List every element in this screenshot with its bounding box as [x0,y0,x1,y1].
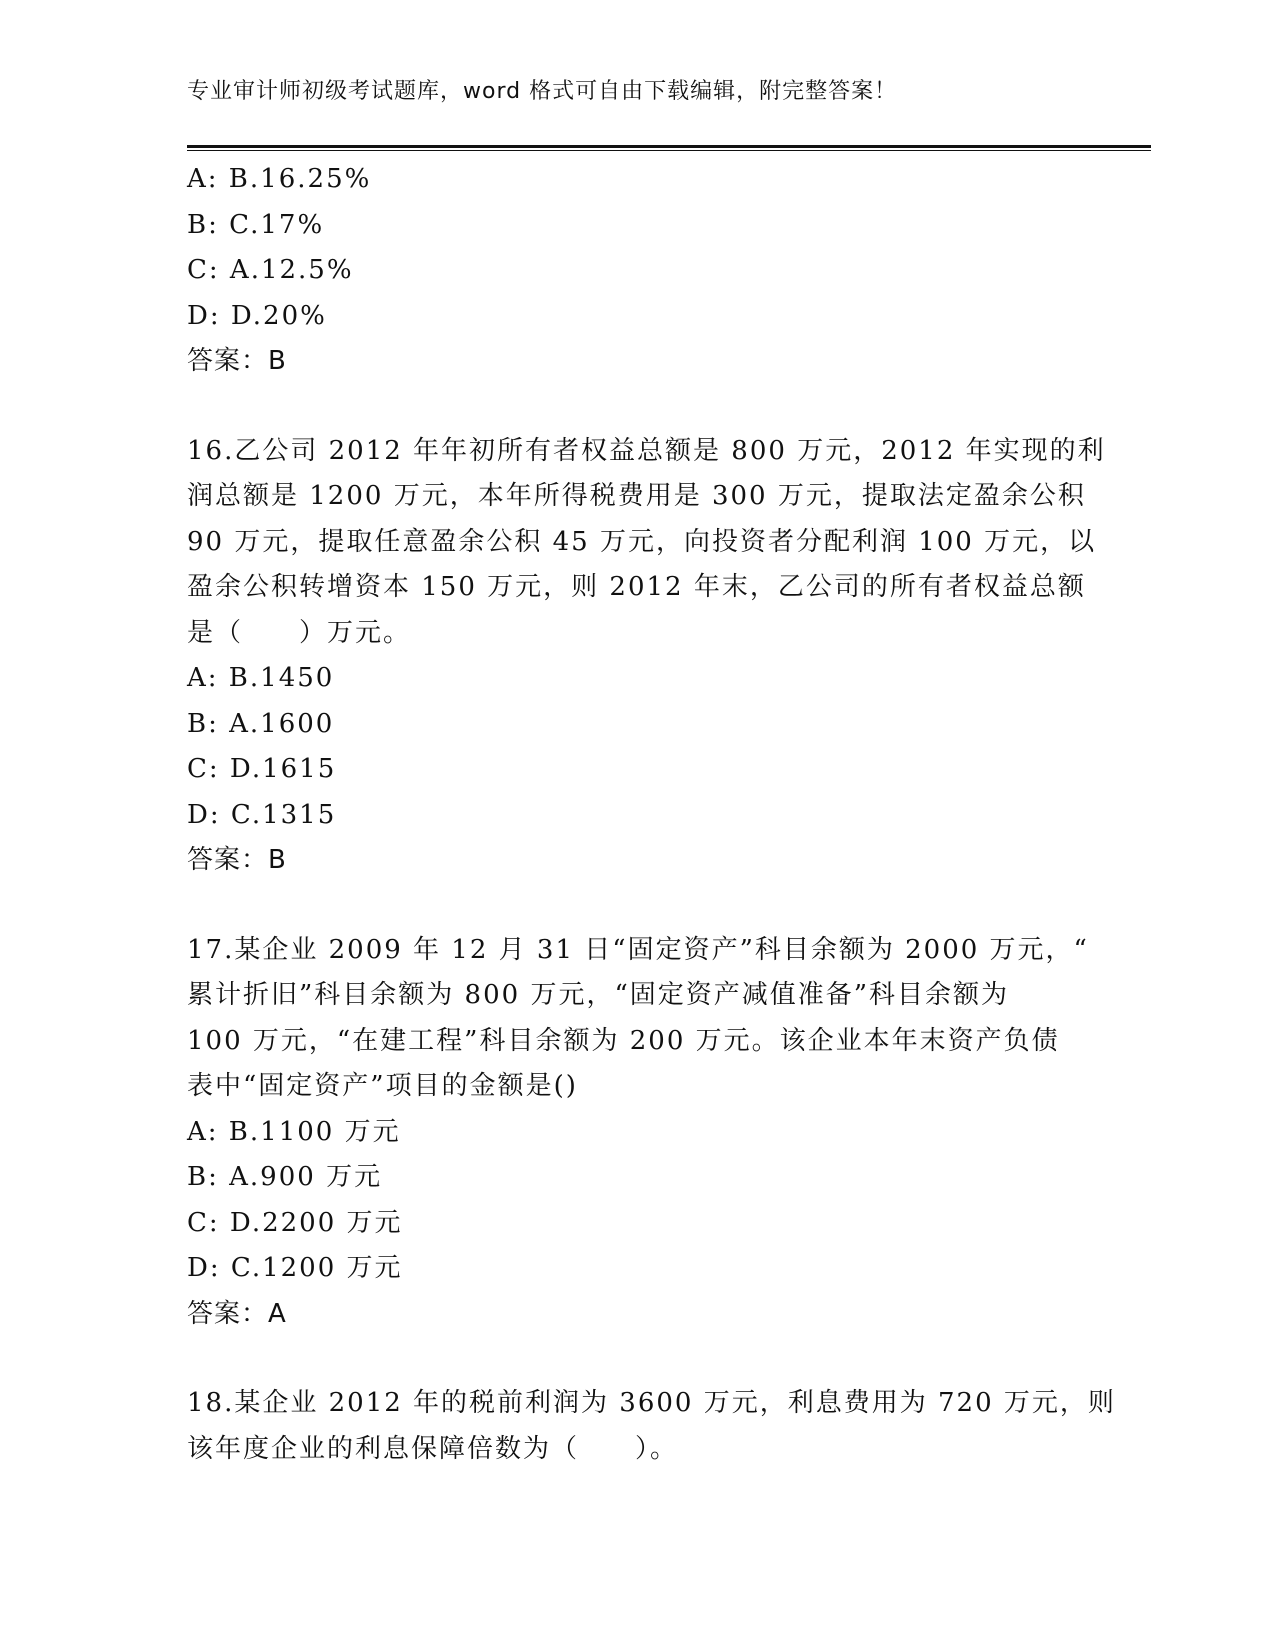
question-text-line: 16.乙公司 2012 年年初所有者权益总额是 800 万元，2012 年实现的利 [187,435,1106,466]
option-b: B: C.17% [187,209,325,240]
header-divider [187,145,1151,148]
option-a: A: B.1100 万元 [187,1116,401,1147]
question-text-line: 润总额是 1200 万元，本年所得税费用是 300 万元，提取法定盈余公积 [187,481,1086,511]
question-16 [187,429,1106,884]
question-18 [187,1381,1116,1472]
question-17 [187,928,1087,1338]
question-text-line: 18.某企业 2012 年的税前利润为 3600 万元，利息费用为 720 万元，则 [187,1388,1116,1418]
question-text-line: 盈余公积转增资本 150 万元，则 2012 年末，乙公司的所有者权益总额 [187,572,1086,602]
question-text-line: 90 万元，提取任意盈余公积 45 万元，向投资者分配利润 100 万元，以 [187,526,1097,557]
option-d: D: C.1200 万元 [187,1253,403,1283]
question-text-line: 是（ ）万元。 [187,617,412,648]
document-body [187,157,1116,1472]
option-b: B: A.900 万元 [187,1162,383,1192]
answer-line: 答案：B [187,346,287,376]
option-c: C: A.12.5% [187,255,354,285]
option-b: B: A.1600 [187,708,335,739]
option-a: A: B.1450 [187,663,335,693]
answer-line: 答案：B [187,845,287,875]
question-text-line: 该年度企业的利息保障倍数为（ ）。 [187,1433,679,1464]
question-text-line: 表中“固定资产”项目的金额是() [187,1071,578,1101]
option-c: C: D.2200 万元 [187,1207,403,1238]
option-c: C: D.1615 [187,754,337,784]
page-header: 专业审计师初级考试题库，word 格式可自由下载编辑，附完整答案！ [187,79,898,104]
option-a: A: B.16.25% [187,164,372,194]
option-d: D: D.20% [187,300,327,331]
option-d: D: C.1315 [187,799,337,830]
answer-line: 答案：A [187,1298,287,1329]
question-text-line: 17.某企业 2009 年 12 月 31 日“固定资产”科目余额为 2000 万元，“ [187,934,1089,965]
question-text-line: 100 万元，“在建工程”科目余额为 200 万元。该企业本年末资产负债 [187,1025,1060,1056]
question-text-line: 累计折旧”科目余额为 800 万元，“固定资产减值准备”科目余额为 [187,980,1010,1010]
question-15-options [187,157,1087,385]
header-divider-thin [187,150,1151,151]
